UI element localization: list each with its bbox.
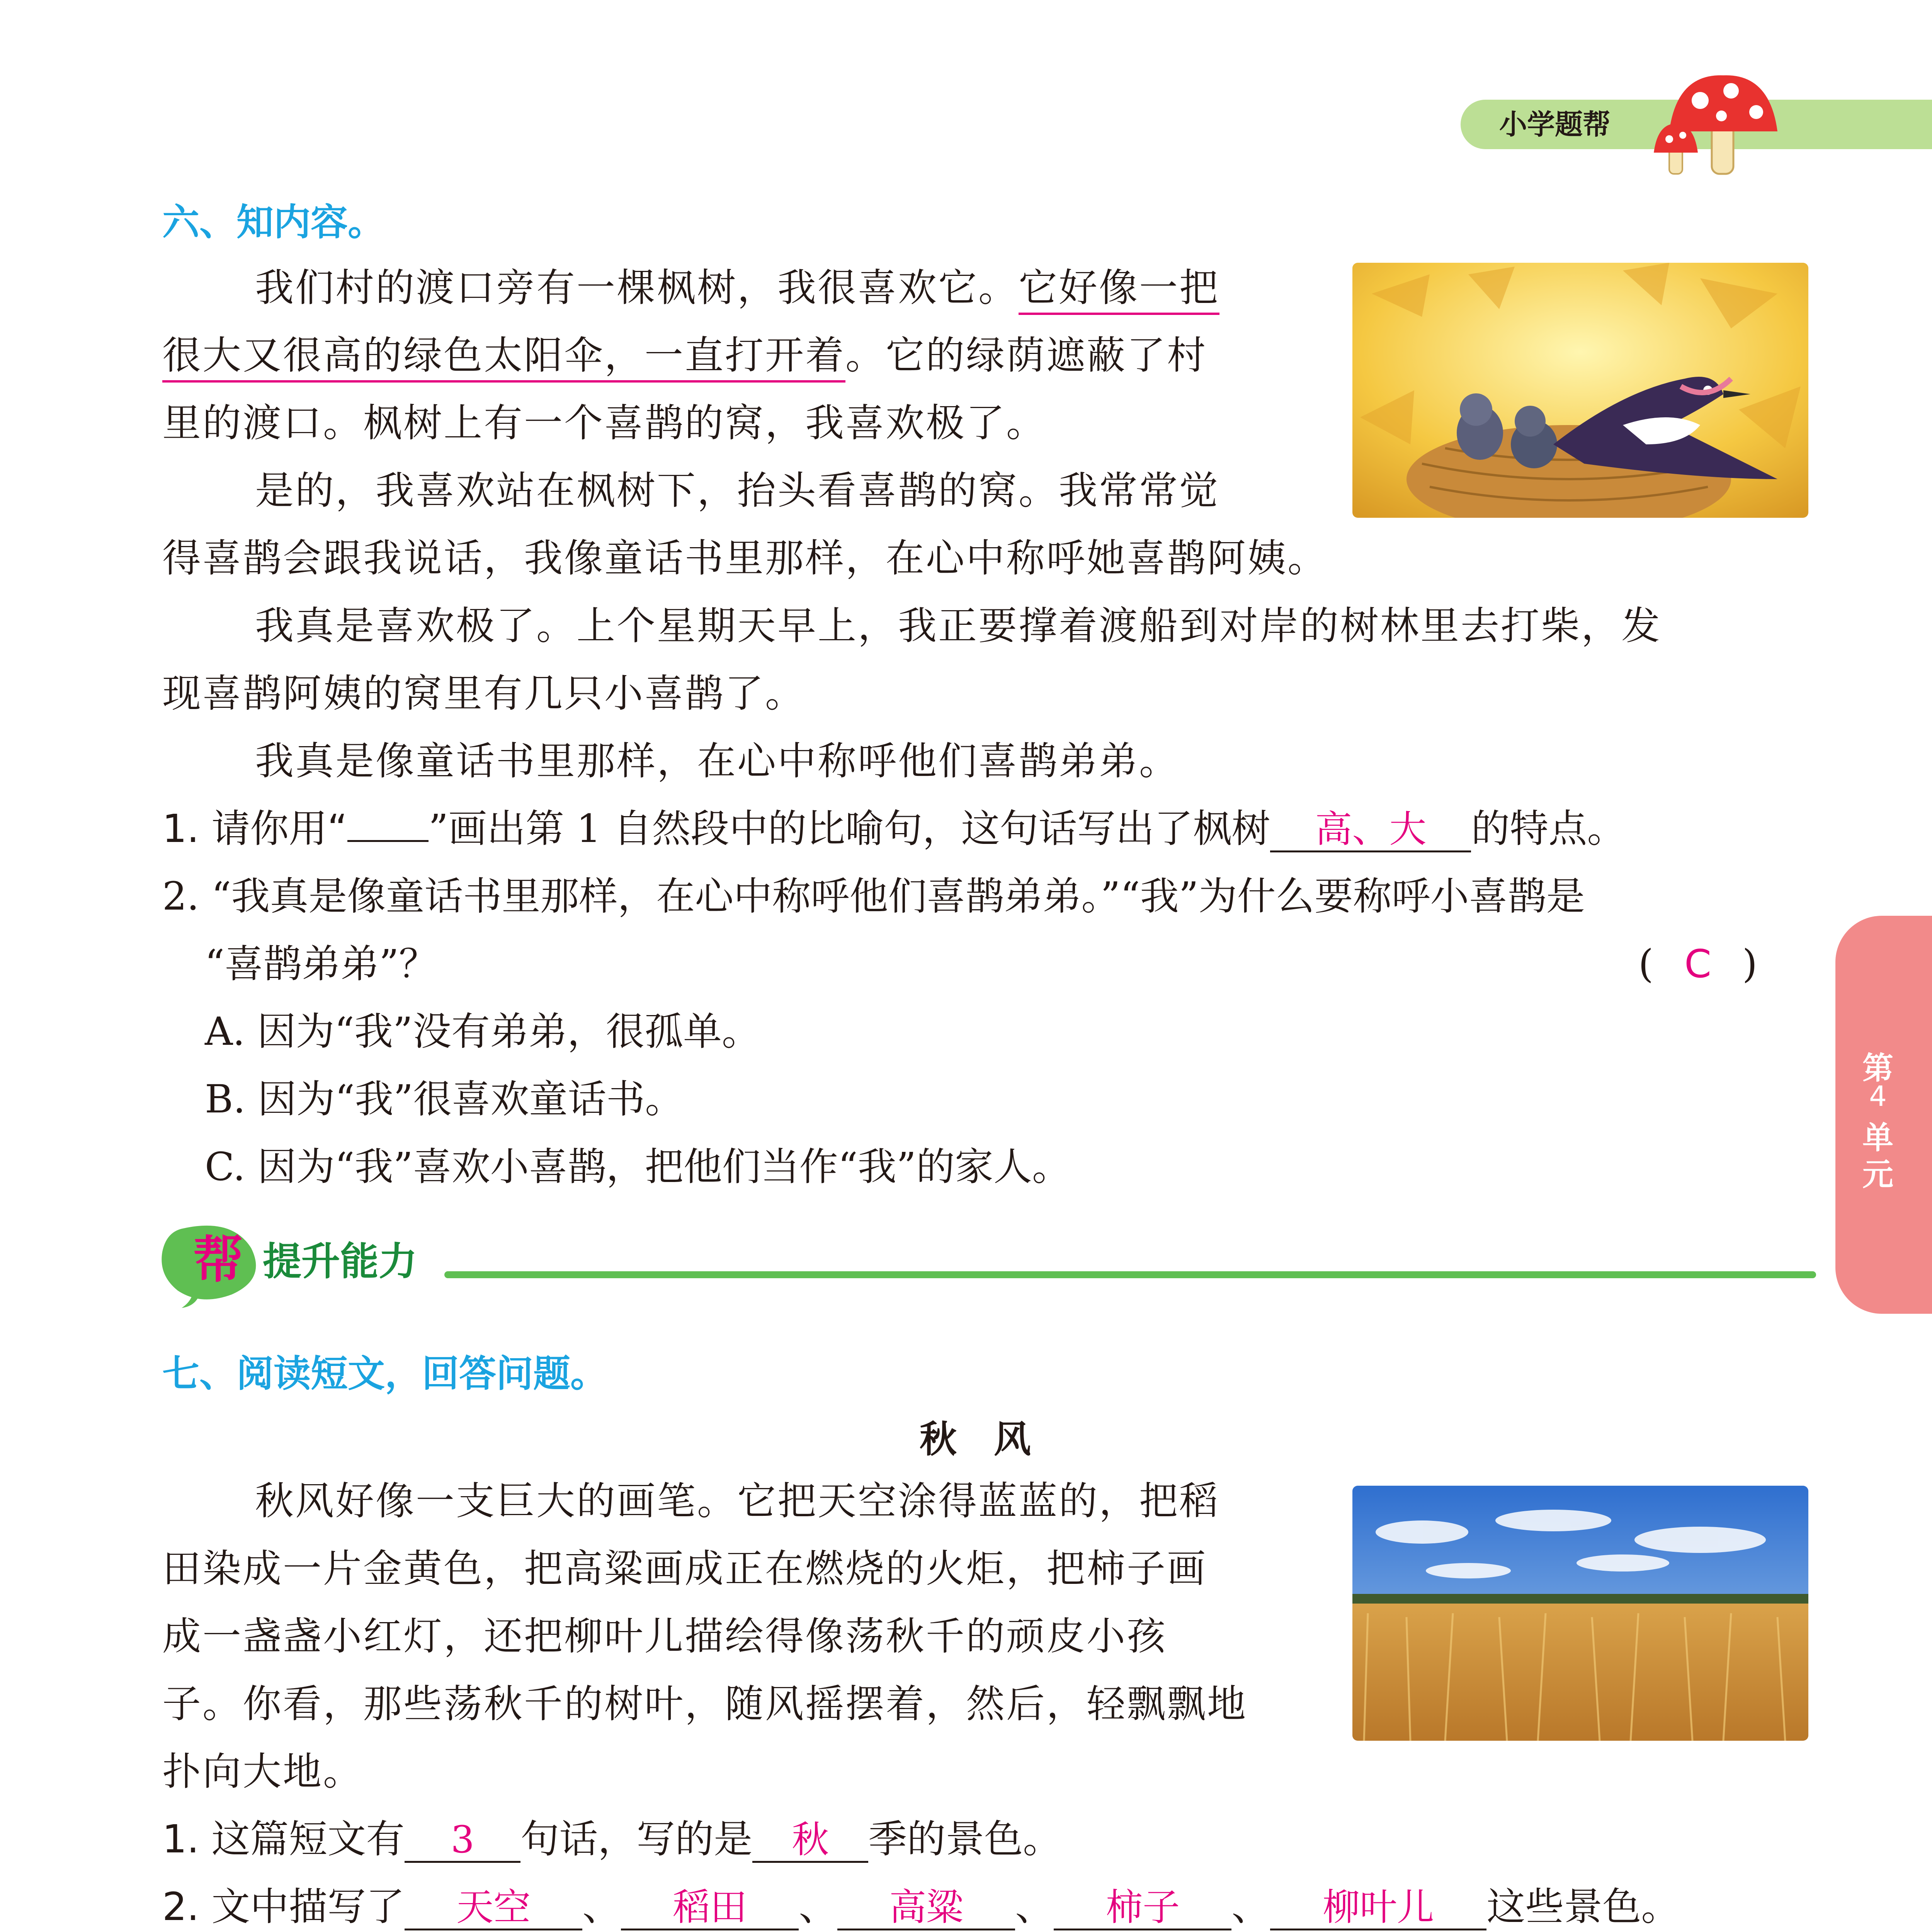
paragraph-line: 田染成一片金黄色，把高粱画成正在燃烧的火炬，把柿子画 — [162, 1546, 1207, 1591]
question-text: 的特点。 — [1471, 806, 1626, 851]
paragraph-line — [162, 327, 1207, 384]
answer-bracket[interactable] — [1638, 935, 1757, 993]
question-text: 2. 文中描写了 — [162, 1884, 405, 1929]
paragraph-line — [255, 259, 1219, 317]
question-text: 1. 这篇短文有 — [162, 1816, 405, 1862]
paragraph-line: 我真是像童话书里那样，在心中称呼他们喜鹊弟弟。 — [255, 738, 1179, 784]
paragraph-line: 成一盏盏小红灯，还把柳叶儿描绘得像荡秋千的顽皮小孩 — [162, 1614, 1167, 1659]
bracket: ( — [1638, 941, 1654, 986]
question-7-1 — [162, 1810, 1061, 1868]
section-banner-label: 提升能力 — [263, 1239, 417, 1284]
paragraph-line: 是的，我喜欢站在枫树下，抬头看喜鹊的窝。我常常觉 — [255, 468, 1219, 513]
unit-tab-text: 第 — [1862, 1050, 1893, 1086]
question-text: 句话，写的是 — [520, 1816, 753, 1862]
paragraph-line: 扑向大地。 — [162, 1749, 363, 1794]
choice-answer: C — [1684, 941, 1711, 986]
paragraph-line: 里的渡口。枫树上有一个喜鹊的窝，我喜欢极了。 — [162, 400, 1046, 446]
answer-blank[interactable]: 柿子 — [1054, 1886, 1231, 1930]
answer-blank[interactable]: 秋 — [752, 1818, 868, 1863]
option-b[interactable]: B. 因为“我”很喜欢童话书。 — [205, 1077, 684, 1122]
answer-blank[interactable]: 稻田 — [621, 1886, 799, 1930]
question-text: 1. 请你用“ — [162, 806, 348, 851]
unit-tab-text: 单 — [1862, 1120, 1893, 1156]
unit-tab-number: 4 — [1869, 1080, 1887, 1112]
text: 我们村的渡口旁有一棵枫树，我很喜欢它。 — [255, 265, 1019, 310]
answer-blank[interactable]: 天空 — [405, 1886, 582, 1930]
question-text: 这些景色。 — [1486, 1884, 1680, 1929]
question-7-2 — [162, 1878, 1680, 1932]
underlined-simile: 它好像一把 — [1019, 265, 1219, 315]
unit-tab — [1835, 916, 1932, 1314]
section-divider — [444, 1271, 1816, 1278]
paragraph-line: 我真是喜欢极了。上个星期天早上，我正要撑着渡船到对岸的树林里去打柴，发 — [255, 603, 1662, 648]
answer-blank[interactable]: 高、大 — [1270, 808, 1471, 852]
paragraph-line: 子。你看，那些荡秋千的树叶，随风摇摆着，然后，轻飘飘地 — [162, 1681, 1247, 1726]
wheat-field-photo — [1352, 1486, 1808, 1741]
underline-sample — [347, 840, 429, 842]
option-c[interactable]: C. 因为“我”喜欢小喜鹊，把他们当作“我”的家人。 — [205, 1144, 1071, 1189]
question-6-2-line2: “喜鹊弟弟”？ — [205, 941, 438, 986]
question-text: 季的景色。 — [868, 1816, 1062, 1862]
paragraph-line: 秋风好像一支巨大的画笔。它把天空涂得蓝蓝的，把稻 — [255, 1478, 1219, 1524]
separator: 、 — [1231, 1884, 1270, 1929]
mushroom-icon — [1654, 66, 1785, 178]
bracket: ) — [1742, 941, 1758, 986]
question-6-2: 2. “我真是像童话书里那样，在心中称呼他们喜鹊弟弟。”“我”为什么要称呼小喜鹊是 — [162, 874, 1585, 919]
section-banner-char: 帮 — [193, 1230, 244, 1289]
question-text: ”画出第 1 自然段中的比喻句，这句话写出了枫树 — [429, 806, 1270, 851]
question-6-1 — [162, 800, 1626, 858]
answer-blank[interactable]: 高粱 — [837, 1886, 1015, 1930]
answer-blank[interactable]: 3 — [405, 1818, 520, 1863]
text: 。它的绿荫遮蔽了村 — [845, 333, 1207, 378]
section-7-heading: 七、阅读短文，回答问题。 — [162, 1352, 607, 1395]
header-title: 小学题帮 — [1499, 108, 1611, 141]
paragraph-line: 现喜鹊阿姨的窝里有几只小喜鹊了。 — [162, 671, 805, 716]
section-6-heading: 六、知内容。 — [162, 201, 385, 244]
magpie-nest-illustration — [1352, 263, 1808, 518]
paragraph-line: 得喜鹊会跟我说话，我像童话书里那样，在心中称呼她喜鹊阿姨。 — [162, 536, 1328, 581]
separator: 、 — [1015, 1884, 1054, 1929]
passage-title: 秋 风 — [920, 1418, 1031, 1461]
answer-blank[interactable]: 柳叶儿 — [1270, 1886, 1486, 1930]
unit-tab-text: 元 — [1862, 1156, 1893, 1192]
separator: 、 — [799, 1884, 838, 1929]
underlined-simile: 很大又很高的绿色太阳伞，一直打开着 — [162, 333, 845, 383]
option-a[interactable]: A. 因为“我”没有弟弟，很孤单。 — [205, 1009, 761, 1054]
separator: 、 — [582, 1884, 621, 1929]
